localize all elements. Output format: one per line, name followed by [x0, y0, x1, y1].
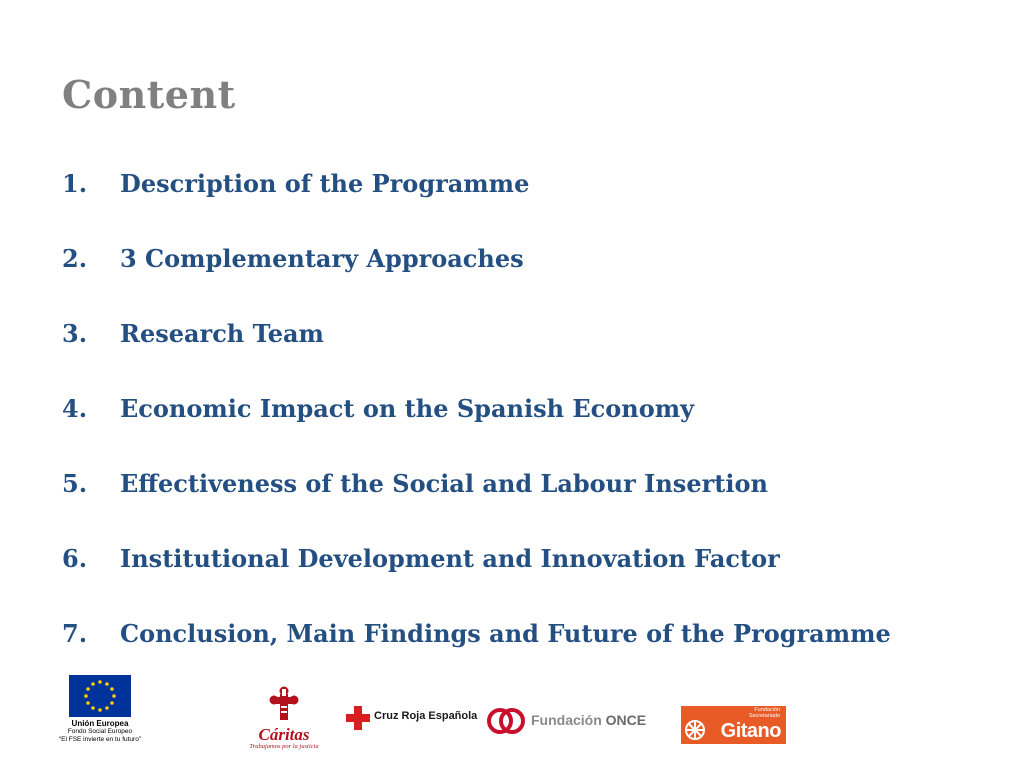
item-number: 2.: [62, 244, 88, 273]
item-text: Effectiveness of the Social and Labour Insertion: [120, 469, 768, 498]
caritas-motto: Trabajamos por la justicia: [249, 743, 319, 750]
gitano-logo: [681, 706, 786, 744]
once-strong: ONCE: [605, 712, 647, 728]
red-cross-icon: [346, 706, 370, 730]
item-text: Description of the Programme: [120, 169, 530, 198]
gitano-subtitle: [749, 707, 780, 719]
item-text: 3 Complementary Approaches: [120, 244, 524, 273]
item-text: Research Team: [120, 319, 324, 348]
caritas-logo: [243, 686, 325, 750]
gitano-sub2: Secretariado: [748, 713, 780, 719]
item-number: 6.: [62, 544, 88, 573]
eu-logo: [50, 675, 150, 744]
caritas-cross-icon: [269, 686, 299, 722]
item-text: Economic Impact on the Spanish Economy: [120, 394, 695, 423]
cruz-roja-logo: [346, 706, 478, 735]
gitano-sub1: Fundación: [754, 707, 780, 713]
item-number: 3.: [62, 319, 88, 348]
eu-motto: “El FSE invierte en tu futuro”: [58, 736, 141, 743]
item-text: Conclusion, Main Findings and Future of the Programme: [120, 619, 891, 648]
item-text: Institutional Development and Innovation Factor: [120, 544, 780, 573]
once-prefix: Fundación: [531, 712, 602, 728]
item-number: 7.: [62, 619, 88, 648]
cruz-roja-name: Cruz Roja Española: [374, 710, 478, 722]
eu-flag-icon: [69, 675, 131, 717]
caritas-name: Cáritas: [258, 725, 310, 744]
eu-fund: Fondo Social Europeo: [67, 728, 133, 735]
slide-title: Content: [62, 72, 236, 117]
once-rings-icon: [486, 706, 526, 736]
once-name: [531, 712, 646, 728]
once-logo: [486, 706, 647, 741]
eu-name: Unión Europea: [71, 719, 129, 728]
item-number: 5.: [62, 469, 88, 498]
item-number: 4.: [62, 394, 88, 423]
sponsor-logos: [0, 670, 1024, 768]
gitano-wheel-icon: [683, 706, 713, 744]
gitano-name: Gitano: [720, 720, 781, 742]
item-number: 1.: [62, 169, 88, 198]
